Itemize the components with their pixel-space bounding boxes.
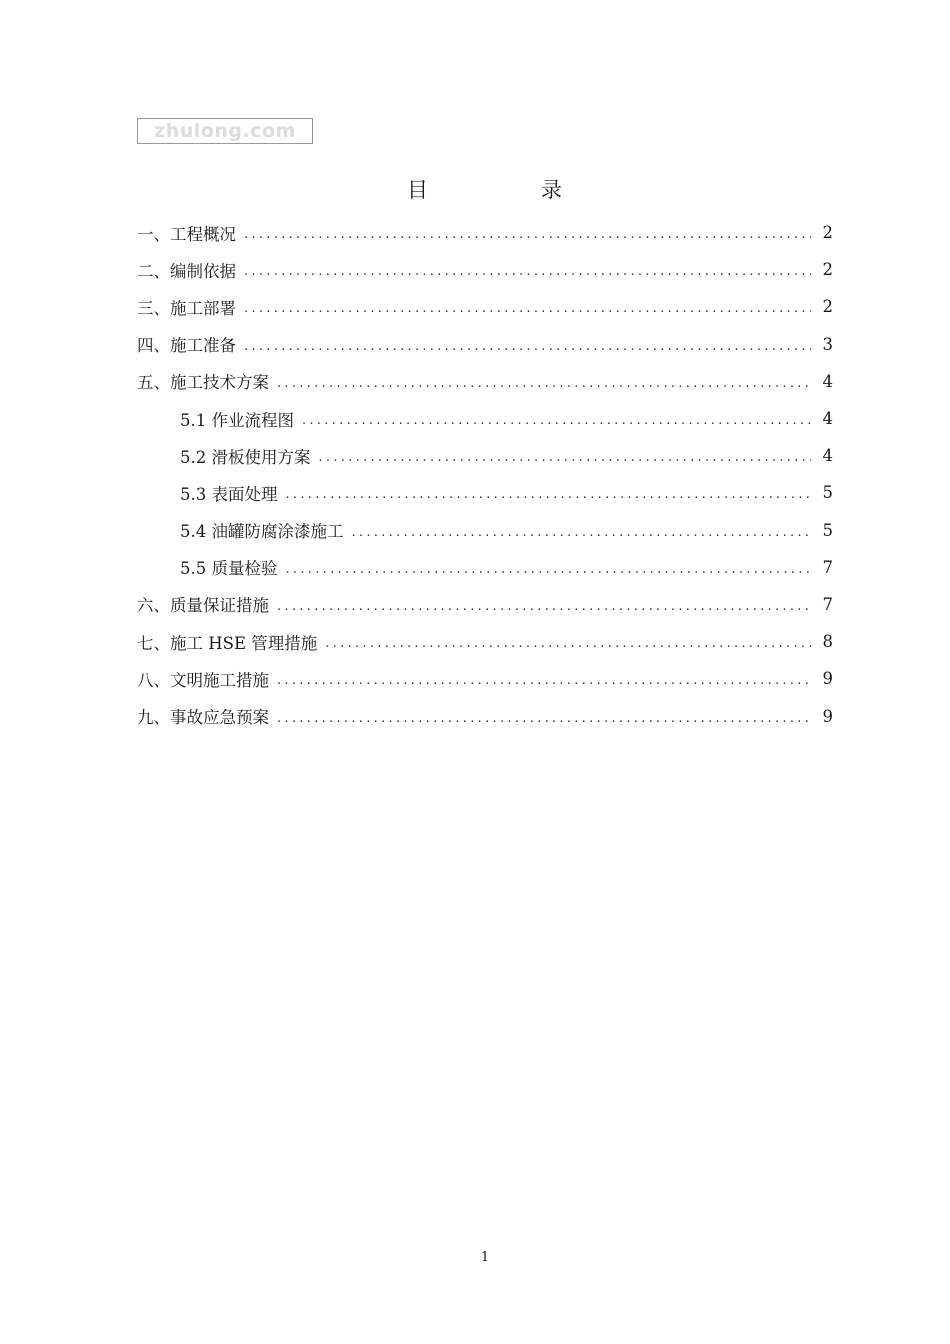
toc-subentry-label: 5.2 滑板使用方案 <box>180 447 311 467</box>
toc-subentry[interactable] <box>137 474 833 511</box>
toc-leader-dots <box>277 673 811 688</box>
toc-entry-label: 五、施工技术方案 <box>137 373 269 393</box>
toc-entry[interactable] <box>137 326 833 363</box>
toc-entry-page: 3 <box>822 334 833 354</box>
toc-subentry-page: 5 <box>822 483 833 503</box>
toc-entry-label: 四、施工准备 <box>137 336 236 356</box>
toc-subentry-page: 5 <box>822 520 833 540</box>
toc-entry-page: 2 <box>822 223 833 243</box>
title-char-2: 录 <box>541 178 562 202</box>
toc-entry-label: 二、编制依据 <box>137 261 236 281</box>
title-char-1: 目 <box>407 178 428 202</box>
toc-entry-page: 7 <box>822 594 833 614</box>
toc-entry-label: 七、施工 HSE 管理措施 <box>137 633 318 653</box>
toc-entry[interactable] <box>137 363 833 400</box>
toc-entry-page: 8 <box>822 632 833 652</box>
toc-entry-label: 六、质量保证措施 <box>137 596 269 616</box>
toc-entry[interactable] <box>137 586 833 623</box>
toc-subentry-label: 5.4 油罐防腐涂漆施工 <box>180 522 344 542</box>
toc-subentry-label: 5.3 表面处理 <box>180 484 278 504</box>
toc-subentry[interactable] <box>137 400 833 437</box>
toc-leader-dots <box>244 301 811 316</box>
table-of-contents <box>137 214 833 735</box>
toc-leader-dots <box>352 525 812 540</box>
toc-leader-dots <box>244 264 811 279</box>
toc-leader-dots <box>319 450 812 465</box>
toc-entry-page: 4 <box>822 371 833 391</box>
toc-subentry-page: 7 <box>822 557 833 577</box>
watermark-logo: zhulong.com <box>137 118 313 144</box>
toc-leader-dots <box>277 599 811 614</box>
toc-leader-dots <box>286 562 812 577</box>
toc-subentry[interactable] <box>137 437 833 474</box>
toc-subentry-page: 4 <box>822 409 833 429</box>
toc-subentry-label: 5.1 作业流程图 <box>180 410 294 430</box>
toc-entry[interactable] <box>137 288 833 325</box>
toc-subentry[interactable] <box>137 549 833 586</box>
toc-leader-dots <box>302 413 811 428</box>
toc-leader-dots <box>286 487 812 502</box>
toc-entry-label: 九、事故应急预案 <box>137 708 269 728</box>
toc-leader-dots <box>277 711 811 726</box>
toc-entry[interactable] <box>137 214 833 251</box>
toc-subentry-label: 5.5 质量检验 <box>180 559 278 579</box>
toc-entry-label: 八、文明施工措施 <box>137 670 269 690</box>
page-title <box>0 174 950 204</box>
toc-subentry[interactable] <box>137 512 833 549</box>
toc-leader-dots <box>277 376 811 391</box>
toc-entry[interactable] <box>137 697 833 734</box>
toc-entry-page: 9 <box>822 669 833 689</box>
toc-entry-label: 三、施工部署 <box>137 298 236 318</box>
toc-subentry-page: 4 <box>822 446 833 466</box>
toc-entry-label: 一、工程概况 <box>137 224 236 244</box>
page-number: 1 <box>480 1250 490 1265</box>
toc-entry-page: 2 <box>822 297 833 317</box>
toc-leader-dots <box>244 339 811 354</box>
toc-leader-dots <box>325 636 811 651</box>
toc-entry-page: 2 <box>822 260 833 280</box>
toc-entry-page: 9 <box>822 706 833 726</box>
toc-entry[interactable] <box>137 623 833 660</box>
toc-leader-dots <box>244 227 811 242</box>
toc-entry[interactable] <box>137 251 833 288</box>
toc-entry[interactable] <box>137 660 833 697</box>
